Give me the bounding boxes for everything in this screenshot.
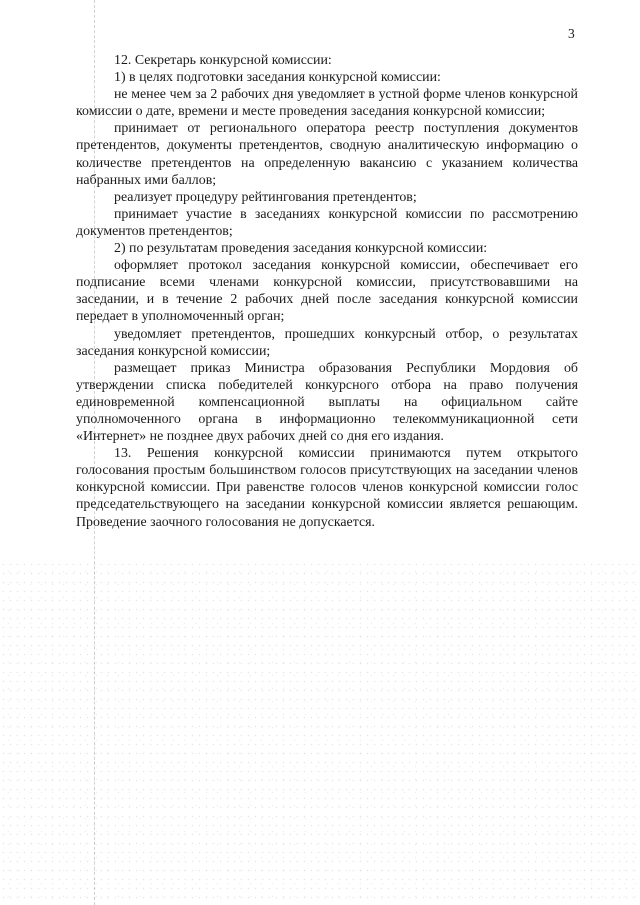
- paragraph-results-heading: 2) по результатам проведения заседания конкурсной комиссии:: [114, 241, 488, 257]
- paragraph-secretary-heading: 12. Секретарь конкурсной комиссии:: [114, 53, 332, 68]
- paragraph-participate-meetings: принимает участие в заседаниях конкурсной комиссии по рассмотрению документов претендентов;: [76, 206, 578, 239]
- paragraph-rating-procedure: реализует процедуру рейтингования претендентов;: [114, 189, 417, 205]
- paragraph-voting-decisions: 13. Решения конкурсной комиссии принимаются путем открытого голосования простым большинством голосов присутствующих на заседании членов конкурсной комиссии. При равенстве голосов членов конкурсной комиссии голос председательствующего на заседании конкурсной комиссии является решающим. Проведение заочного голосования не допускается.: [76, 446, 578, 530]
- document-body: [76, 52, 578, 531]
- paragraph-receive-registry: принимает от регионального оператора реестр поступления документов претендентов, документы претендентов, сводную аналитическую информацию о количестве претендентов на определенную вакансию с указанием количества набранных ими баллов;: [76, 121, 578, 188]
- paragraph-preparation-heading: 1) в целях подготовки заседания конкурсной комиссии:: [114, 70, 441, 86]
- paragraph-notify-members: не менее чем за 2 рабочих дня уведомляет в устной форме членов конкурсной комиссии о дате, времени и месте проведения заседания конкурсной комиссии;: [76, 87, 578, 120]
- paragraph-notify-candidates: уведомляет претендентов, прошедших конкурсный отбор, о результатах заседания конкурсной комиссии;: [76, 326, 578, 359]
- scan-noise: [0, 560, 640, 905]
- paragraph-publish-order: размещает приказ Министра образования Республики Мордовия об утверждении списка победителей конкурсного отбора на право получения единовременной компенсационной выплаты на официальном сайте уполномоченного органа в информационно телекоммуникационной сети «Интернет» не позднее двух рабочих дней со дня его издания.: [76, 360, 578, 445]
- paragraph-protocol: оформляет протокол заседания конкурсной комиссии, обеспечивает его подписание всеми членами конкурсной комиссии, присутствовавшими на заседании, и в течение 2 рабочих дней после заседания конкурсной комиссии передает в уполномоченный орган;: [76, 258, 578, 325]
- page-number: 3: [568, 26, 575, 41]
